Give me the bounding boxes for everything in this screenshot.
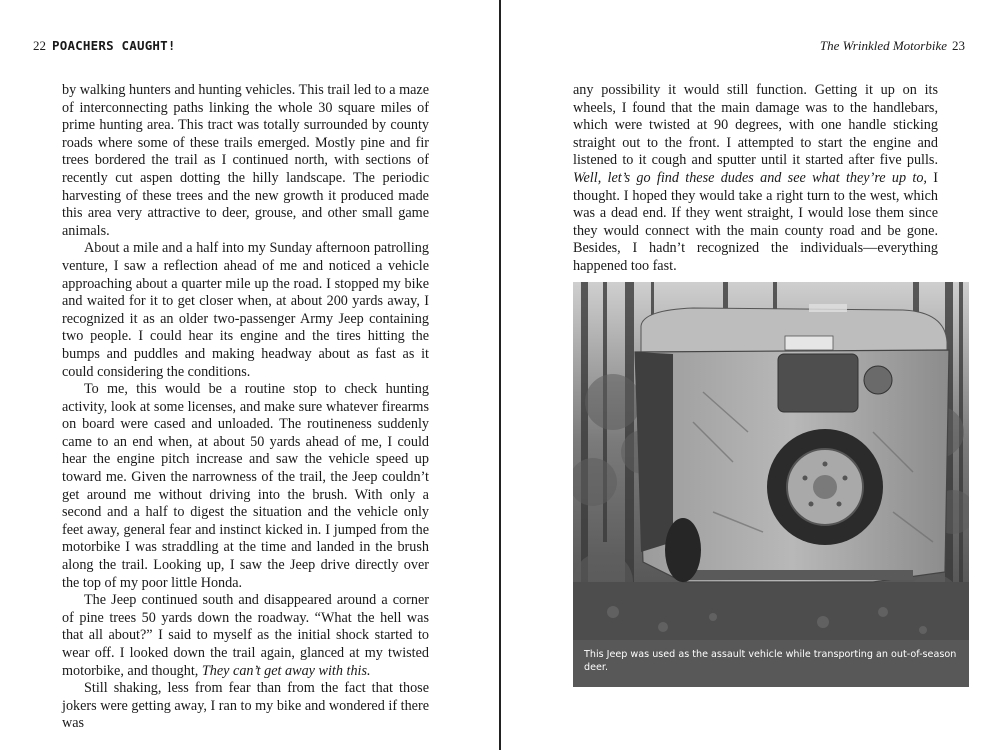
paragraph: About a mile and a half into my Sunday afternoon patrolling venture, I saw a reflection ahead of me and noticed a vehicle approaching about a quarter mile up the road. I stopped my bike and waited for it to get closer when, at about 200 yards away, I recognized it as an older two-passenger Army Jeep containing two people. I could hear its engine and the tires hitting the bumps and puddles and making headway about as fast as it could considering the conditions. — [62, 240, 429, 380]
right-running-head — [820, 38, 965, 54]
paragraph-text: I thought. I hoped they would take a right turn to the west, which was a dead end. If they went straight, I would lose them since they would connect with the main county road and be gone. Besides, I hadn’t recognized the individuals—everything happened too fast. — [573, 169, 938, 274]
paragraph-text: any possibility it would still function. Getting it up on its wheels, I found that the main damage was to the handlebars, which were twisted at 90 degrees, with one handle sticking straight out to the front. I attempted to start the engine and listened to it cough and sputter until it started after five pulls. — [573, 82, 938, 169]
paragraph-text: The Jeep continued south and disappeared around a corner of pine trees 50 yards down the roadway. “What the hell was that all about?” I said to myself as the initial shock started to wear off. I looked down the trail again, glanced at my twisted motorbike, and thought, — [62, 592, 429, 679]
jeep-photo — [573, 282, 969, 640]
paragraph — [573, 82, 938, 276]
left-running-head — [33, 38, 176, 54]
paragraph — [62, 592, 429, 680]
right-page-number: 23 — [952, 38, 965, 53]
book-title: POACHERS CAUGHT! — [52, 38, 176, 53]
paragraph: To me, this would be a routine stop to check hunting activity, look at some licenses, and make sure whatever firearms on board were cased and unloaded. The routineness suddenly came to an end when, at about 50 yards ahead of me, I could hear the engine pitch increase and saw the vehicle speed up toward me. Given the narrowness of the trail, the Jeep couldn’t get around me without driving into the brush. With only a second and a half to digest the situation and the vehicle only feet away, general fear and instinct kicked in. I jumped from the motorbike I was straddling at the time and landed in the brush along the trail. Looking up, I saw the Jeep drive directly over the top of my poor little Honda. — [62, 381, 429, 591]
left-page-number: 22 — [33, 38, 46, 53]
jeep-figure — [573, 282, 969, 687]
italic-thought: They can’t get away with this. — [201, 662, 371, 679]
left-page-body — [62, 82, 429, 733]
right-page-body — [573, 82, 938, 276]
figure-caption: This Jeep was used as the assault vehicle while transporting an out-of-season deer. — [573, 640, 969, 687]
italic-thought: Well, let’s go find these dudes and see what they’re up to, — [573, 169, 927, 186]
paragraph: by walking hunters and hunting vehicles. This trail led to a maze of interconnecting paths linking the whole 30 square miles of prime hunting area. This tract was totally surrounded by county roads where some of these trails emerged. Mostly pine and fir trees bordered the trail as I continued north, with sections of recently cut aspen dotting the hilly landscape. The periodic harvesting of these trees and the new growth it produced made this area very attractive to deer, grouse, and other small game animals. — [62, 82, 429, 239]
paragraph: Still shaking, less from fear than from the fact that those jokers were getting away, I ran to my bike and wondered if there was — [62, 680, 429, 732]
book-spine — [499, 0, 501, 750]
chapter-title: The Wrinkled Motorbike — [819, 38, 947, 53]
